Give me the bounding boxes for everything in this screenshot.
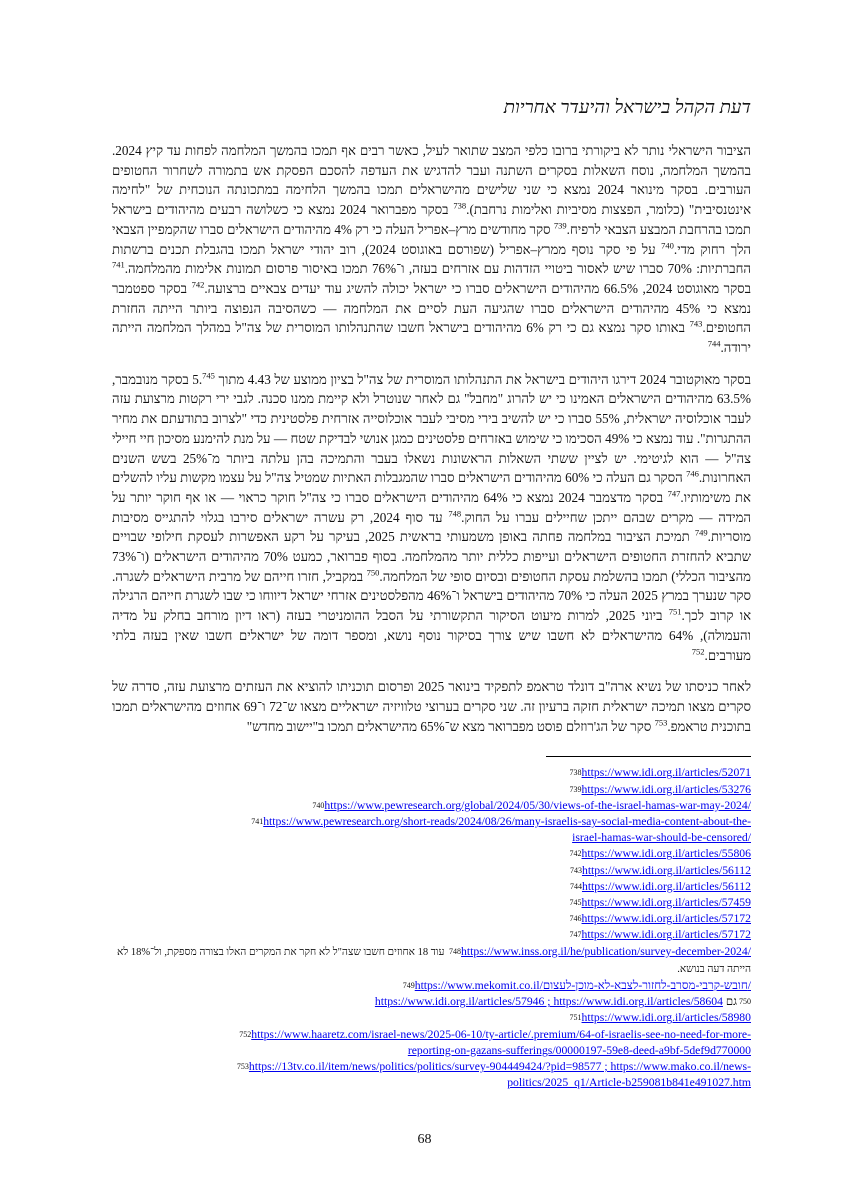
paragraph-text: לאחר כניסתו של נשיא ארה"ב דונלד טראמפ לתפקיד בינואר 2025 ופרסום תוכניתו להוציא את העזתים מרצועת עזה, סדרה של סקרים מצאו תמיכה ישראלית חזקה ברעיון זה. שני סקרים בערוצי טלוויזיה ישראליים מצאו ש־72 ו־69 אחוזים מהישראלים תמכו בתוכנית טראמפ. bbox=[112, 679, 751, 734]
footnote bbox=[112, 1059, 751, 1091]
footnote-link[interactable]: https://www.pewresearch.org/global/2024/05/30/views-of-the-israel-hamas-war-may-2024/ bbox=[324, 798, 751, 812]
footnote-link[interactable]: politics/2025_q1/Article-b259081b841e491027.htm bbox=[507, 1076, 751, 1090]
footnote-link[interactable]: https://www.idi.org.il/articles/52071 bbox=[581, 766, 751, 780]
paragraph-text: בסקר מאוגוסט 2024, 66.5% מהיהודים הישראלים סברו כי ישראל יכולה להשיג עוד יעדים צבאיים ברצועה. bbox=[204, 280, 752, 296]
footnote bbox=[112, 978, 751, 994]
footnote-number: 750 bbox=[739, 997, 751, 1007]
footnote bbox=[112, 814, 751, 846]
footnote-reference[interactable]: 749 bbox=[694, 527, 708, 538]
footnote-link[interactable]: https://13tv.co.il/item/news/politics/politics/survey-904449424/?pid=98577 ; https://www.mako.co.il/news- bbox=[248, 1060, 751, 1074]
footnote-reference[interactable]: 745 bbox=[202, 370, 215, 381]
footnote-link[interactable]: https://www.idi.org.il/articles/55806 bbox=[581, 847, 751, 861]
paragraph-text: סקר מחודשים מרץ–אפריל העלה כי רק 4% מהיהודים הישראלים סברו שהקמפיין הצבאי הלך רחוק מדי. bbox=[112, 221, 751, 257]
paragraph-text: בסקר מאוקטובר 2024 דירגו היהודים בישראל את התנהלותו המוסרית של צה"ל בציון ממוצע של 4.43 מתוך 5. bbox=[192, 371, 751, 387]
footnote-reference[interactable]: 739 bbox=[553, 220, 567, 231]
footnote-link[interactable]: reporting-on-gazans-sufferings/00000197-59e8-deed-a9bf-5def9d770000 bbox=[407, 1043, 751, 1057]
footnotes-list bbox=[112, 765, 751, 1091]
footnote-reference[interactable]: 744 bbox=[707, 338, 721, 349]
footnote-link[interactable]: https://www.haaretz.com/israel-news/2025-06-10/ty-article/.premium/64-of-israelis-see-no-need-for-more- bbox=[251, 1027, 751, 1041]
paragraph-text: באותו סקר נמצא גם כי רק 6% מהיהודים בישראל חשבו שהתנהלותו המוסרית של צה"ל במהלך המלחמה הייתה ירודה. bbox=[112, 320, 751, 356]
footnote-number: 751 bbox=[569, 1013, 582, 1023]
footnote bbox=[112, 879, 751, 895]
footnote-reference[interactable]: 741 bbox=[112, 259, 125, 270]
footnote-link[interactable]: https://www.idi.org.il/articles/57459 bbox=[581, 896, 751, 910]
footnote-link[interactable]: https://www.idi.org.il/articles/57172 bbox=[581, 912, 751, 926]
footnote-number: 752 bbox=[239, 1029, 252, 1039]
paragraph-text: בסקר מפברואר 2024 נמצא כי כשלושה רבעים מהיהודים בישראל תמכו בהרחבת המבצע הצבאי לרפיח. bbox=[112, 202, 751, 237]
paragraph-text: בסקר ספטמבר נמצא כי 45% מהיהודים הישראלים סברו שהגיעה העת לסיים את המלחמה — כשהסיבה הנפוצה ביותר הייתה החזרת החטופים. bbox=[112, 280, 752, 336]
footnote-number: 753 bbox=[236, 1062, 249, 1072]
footnote-link[interactable]: https://www.idi.org.il/articles/57946 ; https://www.idi.org.il/articles/58604 bbox=[374, 995, 723, 1009]
footnote-reference[interactable]: 753 bbox=[654, 717, 668, 728]
footnote-number: 743 bbox=[569, 865, 582, 875]
footnote-reference[interactable]: 751 bbox=[668, 606, 682, 617]
paragraph-text: במקביל, חזרו חייהם של מרבית הישראלים לשגרה. סקר שנערך במרץ 2025 העלה כי 70% מהיהודים בישראל ו־46% מהפלסטינים אזרחי ישראל דיווחו כי שבו לשגרת חייהם הרגילה או קרוב לכך. bbox=[112, 568, 751, 624]
footnote-link[interactable]: https://www.idi.org.il/articles/58980 bbox=[581, 1011, 751, 1025]
footnote-reference[interactable]: 752 bbox=[691, 646, 705, 657]
footnote-number: 747 bbox=[569, 930, 582, 940]
footnote-number: 741 bbox=[251, 817, 264, 826]
footnote-link[interactable]: https://www.inss.org.il/he/publication/survey-december-2024/ bbox=[461, 944, 751, 958]
footnote-number: 738 bbox=[569, 768, 582, 778]
footnote bbox=[112, 1027, 751, 1059]
footnote-number: 742 bbox=[569, 849, 582, 859]
footnote bbox=[112, 944, 751, 978]
paragraph-text: בסקר מדצמבר 2024 נמצא כי 64% מהיהודים הישראלים סברו כי צה"ל חוקר כראוי — או אף חוקר יותר על המידה — מקרים שבהם ייתכן שחיילים עברו על החוק. bbox=[112, 489, 752, 525]
footnote bbox=[112, 782, 751, 798]
footnote bbox=[112, 765, 751, 781]
footnote-number: 740 bbox=[312, 800, 325, 810]
footnote-reference[interactable]: 747 bbox=[667, 488, 681, 499]
footnote bbox=[112, 1010, 751, 1026]
footnote-number: 746 bbox=[569, 914, 582, 924]
footnote-number: 749 bbox=[402, 981, 415, 991]
footnote-reference[interactable]: 748 bbox=[448, 508, 462, 519]
paragraph-text: הסקר גם העלה כי 60% מהיהודים הישראלים סברו שהמגבלות האתיות שמטיל צה"ל על עצמו מקשות עליו להשלים את משימותיו. bbox=[112, 470, 751, 505]
paragraph-text: בסקר מנובמבר, 63.5% מהיהודים הישראלים האמינו כי יש להרוג "מחבל" גם לאחר שנוטרל ולא קיימת ממנו סכנה. לגבי ירי רקטות מרצועת עזה לעבר אוכלוסיה ישראלית, 55% סברו כי יש להשיב בירי מסיבי לעבר אוכלוסייה אזרחית פלסטינית כדי "לצרוב בתודעתם את מחיר ההתגרות". עוד נמצא כי 49% הסכימו כי שימוש באזרחים פלסטינים כמגן אנושי לבדיקת שטח — על מנת להימנע מסיכון חיי חיילי צה"ל — הוא לגיטימי. יש לציין ששתי השאלות הראשונות נשאלו בעבר והתמיכה בהן עלתה ביותר מ־25% בשש השנים האחרונות. bbox=[112, 371, 751, 486]
footnote-number: 745 bbox=[569, 898, 582, 908]
footnote bbox=[112, 846, 751, 862]
paragraph-text: עד סוף 2024, רק עשרה ישראלים סירבו בגלוי להתגייס מסיבות מוסריות. bbox=[112, 509, 752, 545]
body-paragraph bbox=[112, 677, 751, 736]
body-paragraph bbox=[112, 141, 751, 358]
section-title: דעת הקהל בישראל והיעדר אחריות bbox=[503, 98, 751, 118]
footnote-number: 748 bbox=[449, 946, 462, 956]
footnote-link[interactable]: https://www.idi.org.il/articles/53276 bbox=[581, 782, 751, 796]
footnote-link[interactable]: https://www.idi.org.il/articles/56112 bbox=[581, 863, 751, 877]
footnote bbox=[112, 798, 751, 814]
paragraph-text: הציבור הישראלי נותר לא ביקורתי ברובו כלפי המצב שתואר לעיל, כאשר רבים אף תמכו בהמשך המלחמה לפחות עד קיץ 2024. בהמשך המלחמה, נוסח השאלות בסקרים השתנה ועבר להדגיש את העדפה להסכם הפסקת אש בתמורה לשחרור החטופים העורבים. בסקר מינואר 2024 נמצא כי שני שלישים מהישראלים תמכו בהמשך הלחימה במתכונתה הנוכחית של "לחימה אינטנסיבית" (כלומר, הפצצות מסיביות ואלימות נרחבת). bbox=[112, 143, 752, 218]
page-number: 68 bbox=[417, 1132, 432, 1147]
footnote bbox=[112, 895, 751, 911]
footnote-link[interactable]: https://www.idi.org.il/articles/57172 bbox=[581, 928, 751, 942]
footnote-separator bbox=[546, 756, 751, 757]
footnote-note: עוד 18 אחוזים חשבו שצה"ל לא חקר את המקרים האלו בצורה מספקת, ול־18% לא הייתה דעה בנושא. bbox=[117, 946, 751, 975]
footnote-link[interactable]: https://www.idi.org.il/articles/56112 bbox=[581, 879, 751, 893]
footnote-reference[interactable]: 742 bbox=[191, 279, 205, 290]
body-text bbox=[112, 141, 751, 736]
footnote-link[interactable]: https://www.mekomit.co.il/חובש-קרבי-מסרב-לחזור-לצבא-לא-מוכן-לעצום/ bbox=[414, 979, 751, 993]
footnote-number: 744 bbox=[569, 881, 582, 891]
footnote-reference[interactable]: 740 bbox=[661, 240, 674, 251]
body-paragraph bbox=[112, 370, 751, 666]
footnote-link[interactable]: israel-hamas-war-should-be-censored/ bbox=[572, 831, 751, 845]
paragraph-text: תמיכת הציבור במלחמה פחתה באופן משמעותי בראשית 2025, בעיקר על רקע האפשרות לעסקת חילופי שבויים שתביא להחזרת החטופים הישראלים ועייפות כללית יותר מהמלחמה. בסוף פברואר, כמעט 70% מהיהודים הישראלים (ו־73% מהציבור הכללי) תמכו בהשלמת עסקת החטופים ובסיום סופי של המלחמה. bbox=[112, 529, 752, 584]
footnote bbox=[112, 911, 751, 927]
footnote-connector: גם bbox=[722, 995, 737, 1009]
paragraph-text: על פי סקר נוסף ממרץ–אפריל (שפורסם באוגוסט 2024), רוב יהודי ישראל תמכו בהגבלת תכנים ברשתות החברתיות: 70% סברו שיש לאסור ביטויי הזדהות עם אזרחים בעזה, ו־76% תמכו באיסור פרסום תמונות אלימות מהמלחמה. bbox=[112, 241, 752, 277]
paragraph-text: סקר של הג'רוזלם פוסט מפברואר מצא ש־65% מהישראלים תמכו ב"יישוב מחדש" bbox=[246, 718, 655, 734]
paragraph-text: ביוני 2025, למרות מיעוט הסיקור התקשורתי על הסבל ההומניטרי בעזה (ראו דיון מורחב בחלק על מדיה והעמולה), 64% מהישראלים לא חשבו שיש צורך בסיקור נוסף נושא, ומספר דומה של ישראלים חשבו שאין בעזה בלתי מעורבים. bbox=[112, 608, 751, 663]
footnote bbox=[112, 927, 751, 943]
footnote-reference[interactable]: 750 bbox=[366, 567, 380, 578]
footnote-number: 739 bbox=[569, 784, 582, 794]
footnote bbox=[112, 994, 751, 1010]
footnote-reference[interactable]: 746 bbox=[686, 468, 699, 479]
footnote-link[interactable]: https://www.pewresearch.org/short-reads/2024/08/26/many-israelis-say-social-media-content-about-the- bbox=[263, 815, 751, 828]
footnote-reference[interactable]: 738 bbox=[453, 200, 467, 211]
footnote bbox=[112, 863, 751, 879]
footnote-reference[interactable]: 743 bbox=[689, 318, 703, 329]
